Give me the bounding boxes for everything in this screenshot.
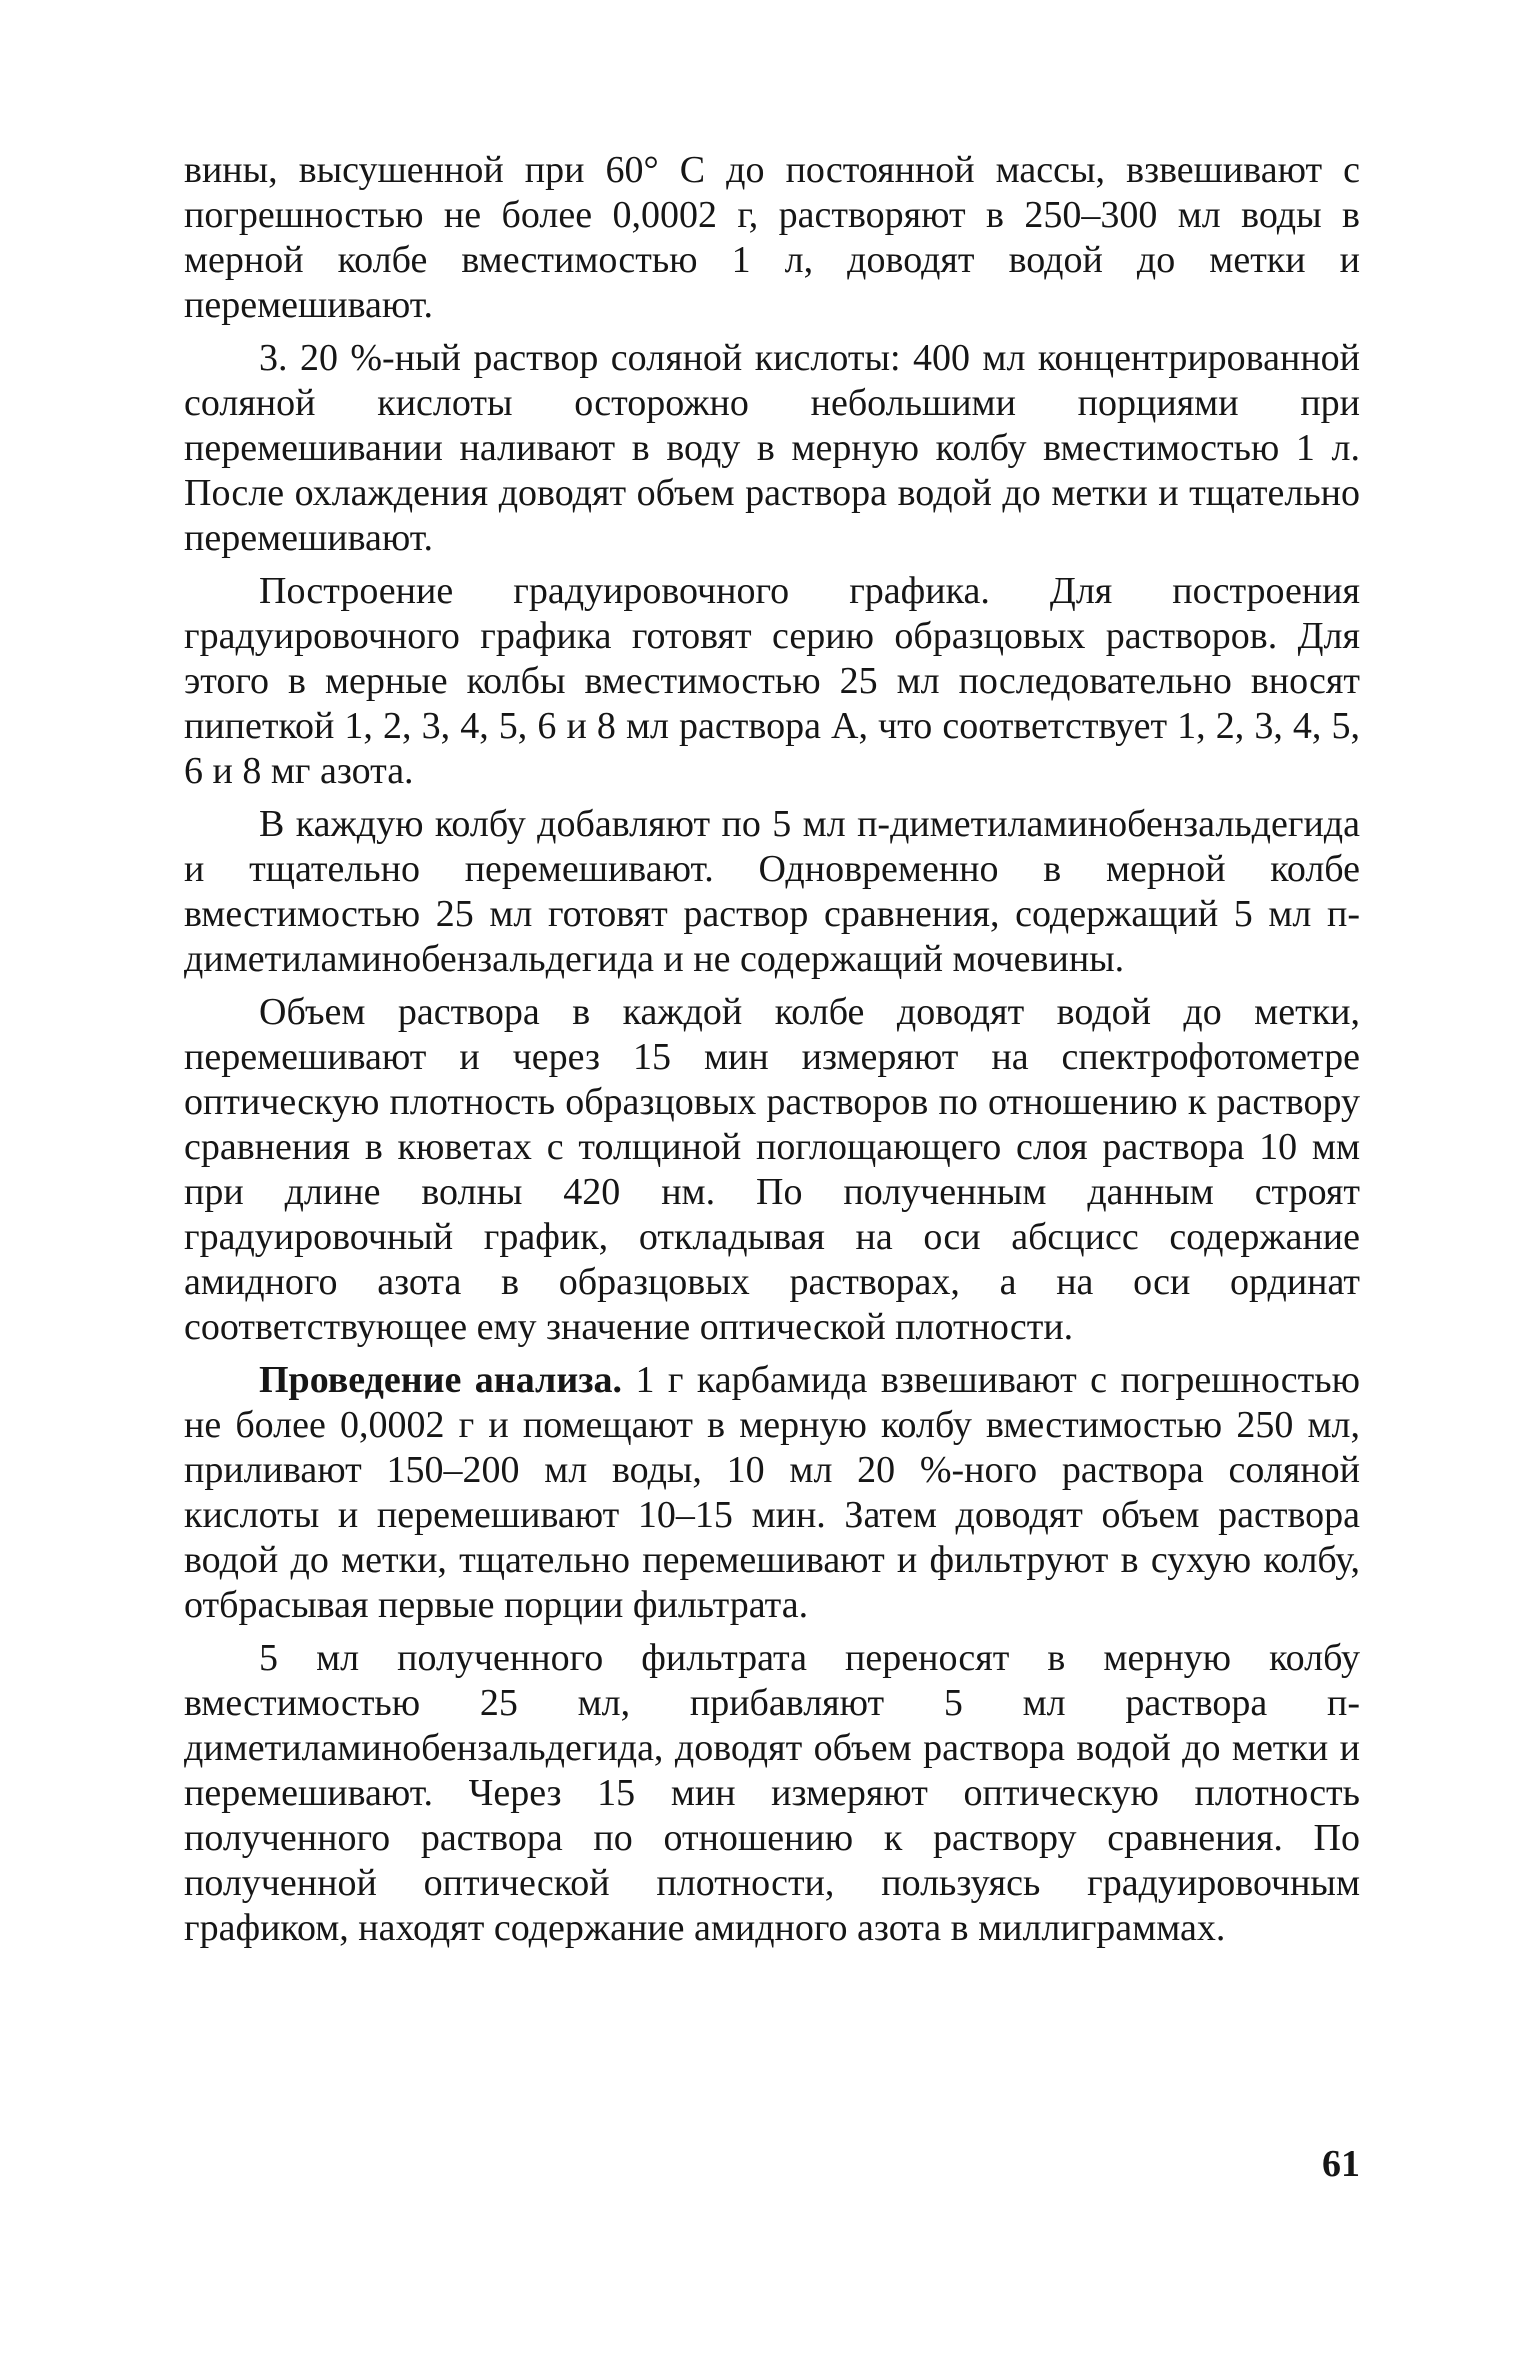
- analysis-heading: Проведение анализа.: [259, 1359, 623, 1401]
- analysis-text: 1 г карбамида взвешивают с погрешностью не более 0,0002 г и помещают в мерную колбу вместимостью 250 мл, приливают 150–200 мл воды, 10 мл 20 %-ного раствора соляной кислоты и перемешивают 10–15 мин. Затем доводят объем раствора водой до метки, тщательно перемешивают и фильтруют в сухую колбу, отбрасывая первые порции фильтрата.: [184, 1359, 1360, 1626]
- paragraph-measurement: Объем раствора в каждой колбе доводят водой до метки, перемешивают и через 15 мин измеряют на спектрофотометре оптическую плотность образцовых растворов по отношению к раствору сравнения в кюветах с толщиной поглощающего слоя раствора 10 мм при длине волны 420 нм. По полученным данным строят градуировочный график, откладывая на оси абсцисс содержание амидного азота в образцовых растворах, а на оси ординат соответствующее ему значение оптической плотности.: [184, 991, 1360, 1348]
- paragraph-analysis: [184, 1358, 1360, 1628]
- page-number: 61: [1322, 2143, 1360, 2185]
- paragraph-calibration: Построение градуировочного графика. Для построения градуировочного графика готовят серию образцовых растворов. Для этого в мерные колбы вместимостью 25 мл последовательно вносят пипеткой 1, 2, 3, 4, 5, 6 и 8 мл раствора А, что соответствует 1, 2, 3, 4, 5, 6 и 8 мг азота.: [184, 570, 1360, 792]
- paragraph-filtrate: 5 мл полученного фильтрата переносят в мерную колбу вместимостью 25 мл, прибавляют 5 мл раствора п-диметиламинобензальдегида, доводят объем раствора водой до метки и перемешивают. Через 15 мин измеряют оптическую плотность полученного раствора по отношению к раствору сравнения. По полученной оптической плотности, пользуясь градуировочным графиком, находят содержание амидного азота в миллиграммах.: [184, 1637, 1360, 1949]
- paragraph-continuation: вины, высушенной при 60° С до постоянной массы, взвешивают с погрешностью не более 0,0002 г, растворяют в 250–300 мл воды в мерной колбе вместимостью 1 л, доводят водой до метки и перемешивают.: [184, 149, 1360, 326]
- page-body: [184, 148, 1360, 1959]
- paragraph-reagent: В каждую колбу добавляют по 5 мл п-диметиламинобензальдегида и тщательно перемешивают. Одновременно в мерной колбе вместимостью 25 мл готовят раствор сравнения, содержащий 5 мл п-диметиламинобензальдегида и не содержащий мочевины.: [184, 803, 1360, 980]
- paragraph-hcl-solution: 3. 20 %-ный раствор соляной кислоты: 400 мл концентрированной соляной кислоты осторожно небольшими порциями при перемешивании наливают в воду в мерную колбу вместимостью 1 л. После охлаждения доводят объем раствора водой до метки и тщательно перемешивают.: [184, 337, 1360, 559]
